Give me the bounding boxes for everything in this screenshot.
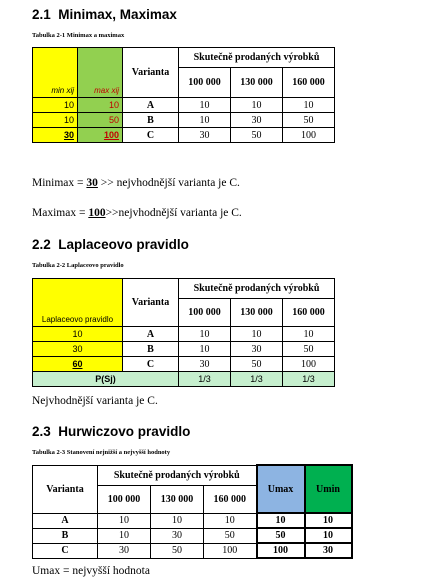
section-heading-2-3	[32, 424, 190, 439]
umax-cell: 10	[257, 513, 305, 528]
header-col-130000: 130 000	[231, 299, 283, 327]
header-laplace: Laplaceovo pravidlo	[33, 279, 123, 327]
probability-cell: 1/3	[179, 372, 231, 387]
value-cell: 50	[151, 543, 204, 558]
umin-cell: 10	[305, 513, 352, 528]
table-row	[33, 342, 335, 357]
laplace-table	[32, 278, 335, 387]
value-cell: 10	[98, 528, 151, 543]
section-heading-2-1	[32, 7, 177, 22]
table-row	[33, 128, 335, 143]
table-row	[33, 98, 335, 113]
heading-text: Hurwiczovo pravidlo	[58, 424, 191, 439]
header-varianta: Varianta	[123, 48, 179, 98]
laplace-result: Nejvhodnější varianta je C.	[32, 395, 158, 407]
laplace-cell: 30	[33, 342, 123, 357]
value-cell: 10	[204, 513, 257, 528]
value-cell: 10	[179, 113, 231, 128]
minimax-result: Minimax = 30 >> nejvhodnější varianta je C.	[32, 177, 240, 189]
probability-row	[33, 372, 335, 387]
value-cell: 10	[98, 513, 151, 528]
header-varianta: Varianta	[123, 279, 179, 327]
variant-cell: B	[123, 113, 179, 128]
value-cell: 10	[179, 342, 231, 357]
heading-number: 2.1	[32, 7, 51, 22]
value-cell: 10	[179, 98, 231, 113]
header-col-100000: 100 000	[179, 68, 231, 98]
value-cell: 10	[231, 327, 283, 342]
value-cell: 100	[283, 357, 335, 372]
maximax-result: Maximax = 100>>nejvhodnější varianta je C.	[32, 207, 242, 219]
value-cell: 30	[231, 342, 283, 357]
table-row	[33, 357, 335, 372]
max-cell: 10	[78, 98, 123, 113]
value-cell: 10	[231, 98, 283, 113]
header-col-160000: 160 000	[283, 299, 335, 327]
table-row	[33, 528, 352, 543]
heading-number: 2.2	[32, 237, 51, 252]
table-row	[33, 327, 335, 342]
probability-label: P(Sj)	[33, 372, 179, 387]
header-max-xij: max xij	[78, 48, 123, 98]
table-row	[33, 113, 335, 128]
value-cell: 50	[231, 357, 283, 372]
variant-cell: B	[123, 342, 179, 357]
heading-number: 2.3	[32, 424, 51, 439]
heading-text: Laplaceovo pravidlo	[58, 237, 189, 252]
min-cell-highlighted: 30	[33, 128, 78, 143]
min-cell: 10	[33, 98, 78, 113]
variant-cell: C	[123, 128, 179, 143]
header-skutecne: Skutečně prodaných výrobků	[179, 279, 335, 299]
value-cell: 50	[204, 528, 257, 543]
header-col-160000: 160 000	[283, 68, 335, 98]
header-col-160000: 160 000	[204, 485, 257, 513]
header-umax: Umax	[257, 465, 305, 513]
value-cell: 10	[283, 327, 335, 342]
header-varianta: Varianta	[33, 465, 98, 513]
umin-cell: 10	[305, 528, 352, 543]
header-col-130000: 130 000	[151, 485, 204, 513]
value-cell: 50	[283, 342, 335, 357]
minimax-table	[32, 47, 335, 143]
umin-cell: 30	[305, 543, 352, 558]
header-skutecne: Skutečně prodaných výrobků	[179, 48, 335, 68]
value-cell: 30	[231, 113, 283, 128]
table-row	[33, 543, 352, 558]
table-caption-2-2: Tabulka 2-2 Laplaceovo pravidlo	[32, 262, 124, 269]
header-skutecne: Skutečně prodaných výrobků	[98, 465, 257, 485]
header-col-130000: 130 000	[231, 68, 283, 98]
value-cell: 30	[179, 357, 231, 372]
table-caption-2-1: Tabulka 2-1 Minimax a maximax	[32, 32, 125, 39]
value-cell: 100	[283, 128, 335, 143]
value-cell: 50	[283, 113, 335, 128]
min-cell: 10	[33, 113, 78, 128]
table-caption-2-3: Tabulka 2-3 Stanovení nejnižší a nejvyšší hodnoty	[32, 449, 171, 456]
value-cell: 10	[151, 513, 204, 528]
laplace-cell-highlighted: 60	[33, 357, 123, 372]
header-min-xij: min xij	[33, 48, 78, 98]
value-cell: 10	[179, 327, 231, 342]
value-cell: 30	[179, 128, 231, 143]
hurwicz-table	[32, 464, 353, 559]
value-cell: 100	[204, 543, 257, 558]
probability-cell: 1/3	[231, 372, 283, 387]
variant-cell: C	[123, 357, 179, 372]
variant-cell: B	[33, 528, 98, 543]
max-cell-highlighted: 100	[78, 128, 123, 143]
variant-cell: A	[123, 98, 179, 113]
header-col-100000: 100 000	[179, 299, 231, 327]
umax-cell: 50	[257, 528, 305, 543]
umax-cell: 100	[257, 543, 305, 558]
variant-cell: A	[33, 513, 98, 528]
value-cell: 30	[98, 543, 151, 558]
value-cell: 10	[283, 98, 335, 113]
value-cell: 50	[231, 128, 283, 143]
umax-note: Umax = nejvyšší hodnota	[32, 565, 150, 577]
probability-cell: 1/3	[283, 372, 335, 387]
variant-cell: C	[33, 543, 98, 558]
value-cell: 30	[151, 528, 204, 543]
header-col-100000: 100 000	[98, 485, 151, 513]
laplace-cell: 10	[33, 327, 123, 342]
max-cell: 50	[78, 113, 123, 128]
section-heading-2-2	[32, 237, 189, 252]
table-row	[33, 513, 352, 528]
header-umin: Umin	[305, 465, 352, 513]
variant-cell: A	[123, 327, 179, 342]
heading-text: Minimax, Maximax	[58, 7, 177, 22]
